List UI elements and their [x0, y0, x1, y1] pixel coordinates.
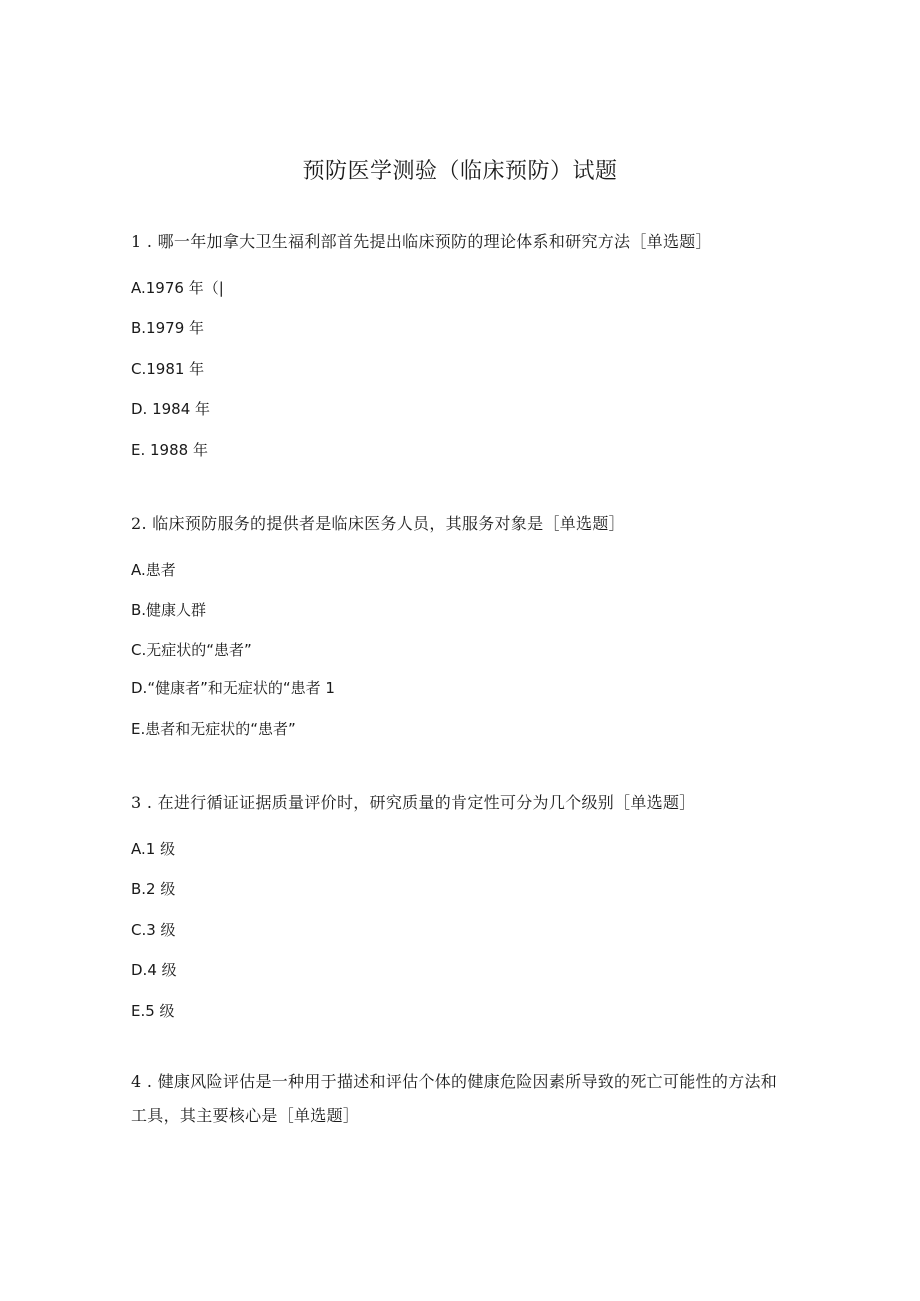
question-3-option-b: B.2 级 — [131, 880, 176, 898]
question-2-option-c: C.无症状的“患者” — [131, 641, 252, 659]
question-1-option-c: C.1981 年 — [131, 360, 205, 378]
question-3-option-a: A.1 级 — [131, 840, 176, 858]
question-1-option-a: A.1976 年（| — [131, 279, 224, 297]
question-2-text: 2. 临床预防服务的提供者是临床医务人员，其服务对象是［单选题］ — [131, 514, 625, 533]
question-3-option-c: C.3 级 — [131, 921, 176, 939]
question-3-option-d: D.4 级 — [131, 961, 177, 979]
question-2-option-a: A.患者 — [131, 561, 176, 579]
question-2-option-b: B.健康人群 — [131, 601, 207, 619]
question-2-option-d: D.“健康者”和无症状的“患者 1 — [131, 679, 335, 697]
question-2-option-e: E.患者和无症状的“患者” — [131, 720, 296, 738]
question-1-option-d: D. 1984 年 — [131, 400, 211, 418]
document-title: 预防医学测验（临床预防）试题 — [302, 159, 618, 184]
question-4-text: 4 . 健康风险评估是一种用于描述和评估个体的健康危险因素所导致的死亡可能性的方法和工具，其主要核心是［单选题］ — [131, 1072, 778, 1125]
question-3-option-e: E.5 级 — [131, 1002, 175, 1020]
question-1-option-e: E. 1988 年 — [131, 441, 208, 459]
question-1-text: 1 . 哪一年加拿大卫生福利部首先提出临床预防的理论体系和研究方法［单选题］ — [131, 232, 712, 251]
question-1-option-b: B.1979 年 — [131, 319, 205, 337]
question-3-text: 3 . 在进行循证证据质量评价时，研究质量的肯定性可分为几个级别［单选题］ — [131, 793, 696, 812]
